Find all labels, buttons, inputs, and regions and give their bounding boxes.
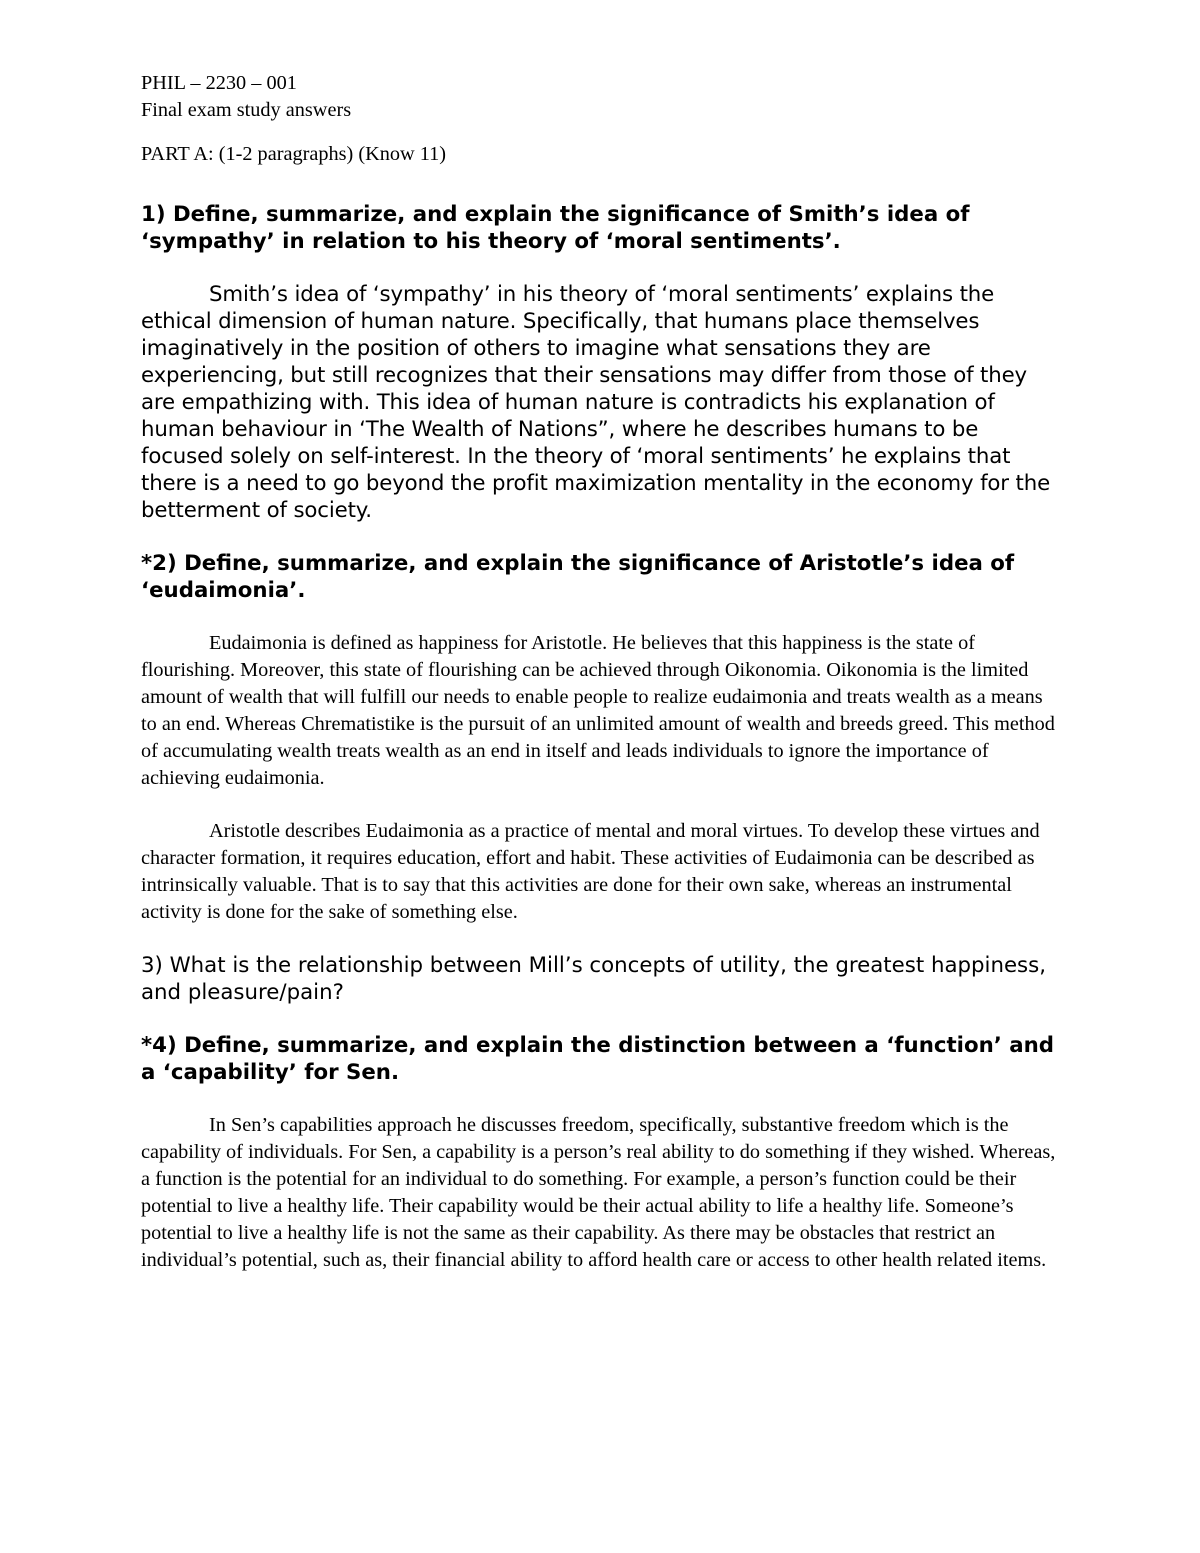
answer-2-paragraph-2: Aristotle describes Eudaimonia as a practice of mental and moral virtues. To develop these virtues and character formation, it requires education, effort and habit. These activities of Eudaimonia can be described as intrinsically valuable. That is to say that this activities are done for their own sake, whereas an instrumental activity is done for the sake of something else. (141, 820, 1040, 923)
answer-2-paragraph-1: Eudaimonia is defined as happiness for Aristotle. He believes that this happiness is the state of flourishing. Moreover, this state of flourishing can be achieved through Oikonomia. Oikonomia is the limited amount of wealth that will fulfill our needs to enable people to realize eudaimonia and treats wealth as a means to an end. Whereas Chrematistike is the pursuit of an unlimited amount of wealth and breeds greed. This method of accumulating wealth treats wealth as an end in itself and leads individuals to ignore the importance of achieving eudaimonia. (141, 632, 1055, 789)
question-3: 3) What is the relationship between Mill’s concepts of utility, the greatest happiness, and pleasure/pain? (141, 953, 1047, 1005)
course-code: PHIL – 2230 – 001 (141, 72, 297, 94)
question-2: *2) Define, summarize, and explain the significance of Aristotle’s idea of ‘eudaimonia’. (141, 551, 1015, 603)
answer-1-paragraph: Smith’s idea of ‘sympathy’ in his theory of ‘moral sentiments’ explains the ethical dimension of human nature. Specifically, that humans place themselves imaginatively in the position of others to imagine what sensations they are experiencing, but still recognizes that their sensations may differ from those of they are empathizing with. This idea of human nature is contradicts his explanation of human behaviour in ‘The Wealth of Nations”, where he describes humans to be focused solely on self-interest. In the theory of ‘moral sentiments’ he explains that there is a need to go beyond the profit maximization mentality in the economy for the betterment of society. (141, 282, 1051, 523)
part-heading: PART A: (1-2 paragraphs) (Know 11) (141, 143, 447, 165)
answer-4-paragraph: In Sen’s capabilities approach he discusses freedom, specifically, substantive freedom which is the capability of individuals. For Sen, a capability is a person’s real ability to do something if they wished. Whereas, a function is the potential for an individual to do something. For example, a person’s function could be their potential to live a healthy life. Their capability would be their actual ability to life a healthy life. Someone’s potential to live a healthy life is not the same as their capability. As there may be obstacles that restrict an individual’s potential, such as, their financial ability to afford health care or access to other health related items. (141, 1114, 1056, 1271)
question-4: *4) Define, summarize, and explain the distinction between a ‘function’ and a ‘capability’ for Sen. (141, 1033, 1055, 1085)
spacer (141, 124, 1059, 141)
document-body (141, 70, 1059, 1274)
document-title: Final exam study answers (141, 99, 352, 121)
question-1: 1) Define, summarize, and explain the significance of Smith’s idea of ‘sympathy’ in relation to his theory of ‘moral sentiments’. (141, 202, 970, 254)
